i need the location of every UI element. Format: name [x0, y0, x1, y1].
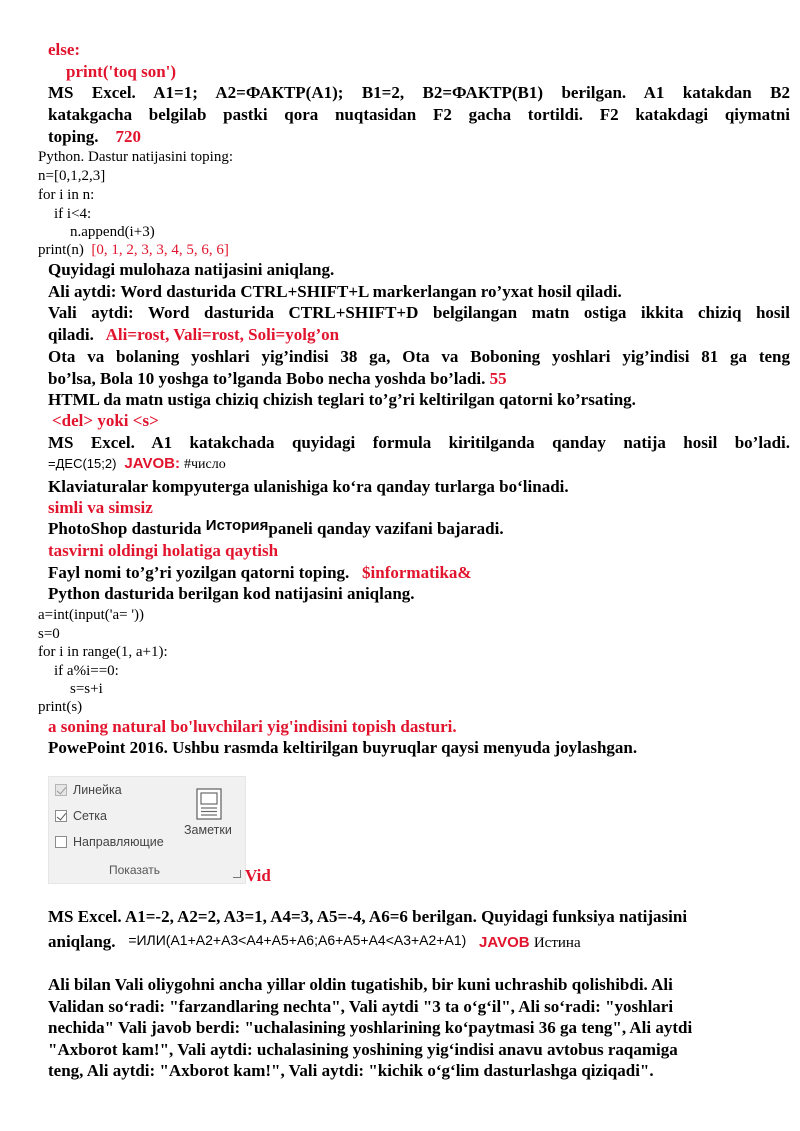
question-12-line-1: Ali bilan Vali oliygohni ancha yillar oldin tugatishib, bir kuni uchrashib qolishibdi. Ali	[48, 975, 673, 994]
question-2-vali-line-1: Vali aytdi: Word dasturida CTRL+SHIFT+D belgilangan matn ostiga ikkita chiziq hosil	[48, 303, 790, 322]
question-3-line-1: Ota va bolaning yoshlari yig’indisi 38 ga, Ota va Boboning yoshlari yig’indisi 81 ga teng	[48, 347, 790, 366]
question-2-title: Quyidagi mulohaza natijasini aniqlang.	[48, 260, 335, 279]
python-1-title: Python. Dastur natijasini toping:	[38, 149, 233, 165]
question-2-answer: Ali=rost, Vali=rost, Soli=yolg’on	[105, 325, 340, 344]
question-5-answer-line	[48, 454, 226, 475]
python-1-code-line: for i in n:	[38, 187, 95, 203]
question-7-answer: tasvirni oldingi holatiga qaytish	[48, 541, 279, 560]
question-11-javob: JAVOB	[479, 934, 530, 951]
question-8-text: Fayl nomi to’g’ri yozilgan qatorni toping.	[48, 563, 350, 582]
question-5-answer: #число	[183, 457, 226, 472]
question-11-line-1: MS Excel. A1=-2, A2=2, A3=1, A4=3, A5=-4, A6=6 berilgan. Quyidagi funksiya natijasini	[48, 907, 688, 926]
guides-option[interactable]	[55, 835, 164, 849]
question-7-post: paneli qanday vazifani bajaradi.	[268, 519, 504, 538]
question-8-answer: $informatika&	[362, 563, 472, 582]
question-6-answer: simli va simsiz	[48, 498, 153, 517]
python-1-code-line	[38, 240, 229, 260]
question-2-ali: Ali aytdi: Word dasturida CTRL+SHIFT+L markerlangan ro’yxat hosil qiladi.	[48, 282, 622, 301]
question-11-answer: Истина	[533, 935, 581, 951]
ruler-label: Линейка	[73, 783, 122, 797]
grid-label: Сетка	[73, 809, 107, 823]
question-1-line-3	[48, 127, 141, 147]
python-2-code-line: if a%i==0:	[54, 663, 119, 679]
python-2-code-line: s=0	[38, 626, 60, 642]
grid-checkbox[interactable]	[55, 810, 67, 822]
guides-checkbox[interactable]	[55, 836, 67, 848]
guides-label: Направляющие	[73, 835, 164, 849]
question-8	[48, 563, 472, 583]
question-12-line-2: Validan so‘radi: "farzandlaring nechta", Vali aytdi "3 ta o‘g‘il", Ali so‘radi: "yoshlari	[48, 997, 674, 1016]
python-1-code-line: if i<4:	[54, 206, 92, 222]
code-line-else: else:	[48, 40, 81, 59]
ruler-checkbox[interactable]	[55, 784, 67, 796]
notes-button-label[interactable]: Заметки	[184, 823, 232, 837]
python-2-code-line: s=s+i	[70, 681, 103, 697]
ruler-option[interactable]	[55, 783, 122, 797]
python-1-code-line: n=[0,1,2,3]	[38, 168, 106, 184]
question-1-line-1: MS Excel. A1=1; A2=ФАКТР(A1); B1=2, B2=ФАКТР(B1) berilgan. A1 katakdan B2	[48, 83, 790, 102]
question-4: HTML da matn ustiga chiziq chizish teglari to’g’ri keltirilgan qatorni ko’rsating.	[48, 390, 636, 409]
question-11-formula: =ИЛИ(A1+A2+A3<A4+A5+A6;A6+A5+A4<A3+A2+A1)	[128, 932, 467, 948]
python-2-code-line: print(s)	[38, 699, 83, 715]
question-12-line-5: teng, Ali aytdi: "Axborot kam!", Vali aytdi: "kichik o‘g‘lim dasturlashga qiziqadi".	[48, 1061, 654, 1080]
question-4-answer: <del> yoki <s>	[52, 411, 159, 430]
question-1-line-2: katakgacha belgilab pastki qora nuqtasidan F2 gacha tortildi. F2 katakdagi qiymatni	[48, 105, 790, 124]
powerpoint-show-group	[48, 776, 246, 884]
question-7-pre: PhotoShop dasturida	[48, 519, 202, 538]
question-11-line-2	[48, 932, 581, 953]
question-5-javob: JAVOB:	[124, 455, 180, 472]
question-7-panel-name: История	[205, 517, 269, 534]
question-9-answer: a soning natural bo'luvchilari yig'indisini topish dasturi.	[48, 717, 457, 736]
question-7	[48, 519, 504, 540]
question-5-formula: =ДЕС(15;2)	[48, 456, 117, 471]
python-2-code-line: a=int(input('a= '))	[38, 607, 145, 623]
grid-option[interactable]	[55, 809, 107, 823]
question-5: MS Excel. A1 katakchada quyidagi formula kiritilganda qanday natija hosil bo’ladi.	[48, 433, 790, 452]
python-1-answer: [0, 1, 2, 3, 3, 4, 5, 6, 6]	[91, 242, 229, 258]
python-1-print: print(n)	[38, 242, 84, 258]
dialog-launcher-icon[interactable]	[233, 870, 241, 878]
python-1-code-line: n.append(i+3)	[70, 224, 155, 240]
show-group-label: Показать	[109, 863, 161, 877]
question-12-line-4: "Axborot kam!", Vali aytdi: uchalasining yoshining yig‘indisi anavu avtobus raqamiga	[48, 1040, 678, 1059]
notes-icon[interactable]	[194, 787, 224, 821]
question-3-tail: bo’lsa, Bola 10 yoshga to’lganda Bobo necha yoshda bo’ladi.	[48, 369, 486, 388]
question-3-answer: 55	[489, 369, 507, 388]
question-10: PowePoint 2016. Ushbu rasmda keltirilgan buyruqlar qaysi menyuda joylashgan.	[48, 738, 638, 757]
question-6: Klaviaturalar kompyuterga ulanishiga ko‘ra qanday turlarga bo‘linadi.	[48, 477, 569, 496]
question-12-line-3: nechida" Vali javob berdi: "uchalasining yoshlarining ko‘paytmasi 36 ga teng", Ali aytdi	[48, 1018, 693, 1037]
question-2-vali-tail: qiladi.	[48, 325, 94, 344]
question-3-line-2	[48, 369, 507, 389]
question-1-answer: 720	[115, 127, 142, 146]
question-11-tail: aniqlang.	[48, 932, 116, 951]
question-2-vali-line-2	[48, 325, 339, 345]
question-9: Python dasturida berilgan kod natijasini aniqlang.	[48, 584, 415, 603]
question-10-answer: Vid	[245, 866, 271, 885]
python-2-code-line: for i in range(1, a+1):	[38, 644, 168, 660]
question-1-tail: toping.	[48, 127, 99, 146]
code-line-print: print('toq son')	[66, 62, 177, 81]
